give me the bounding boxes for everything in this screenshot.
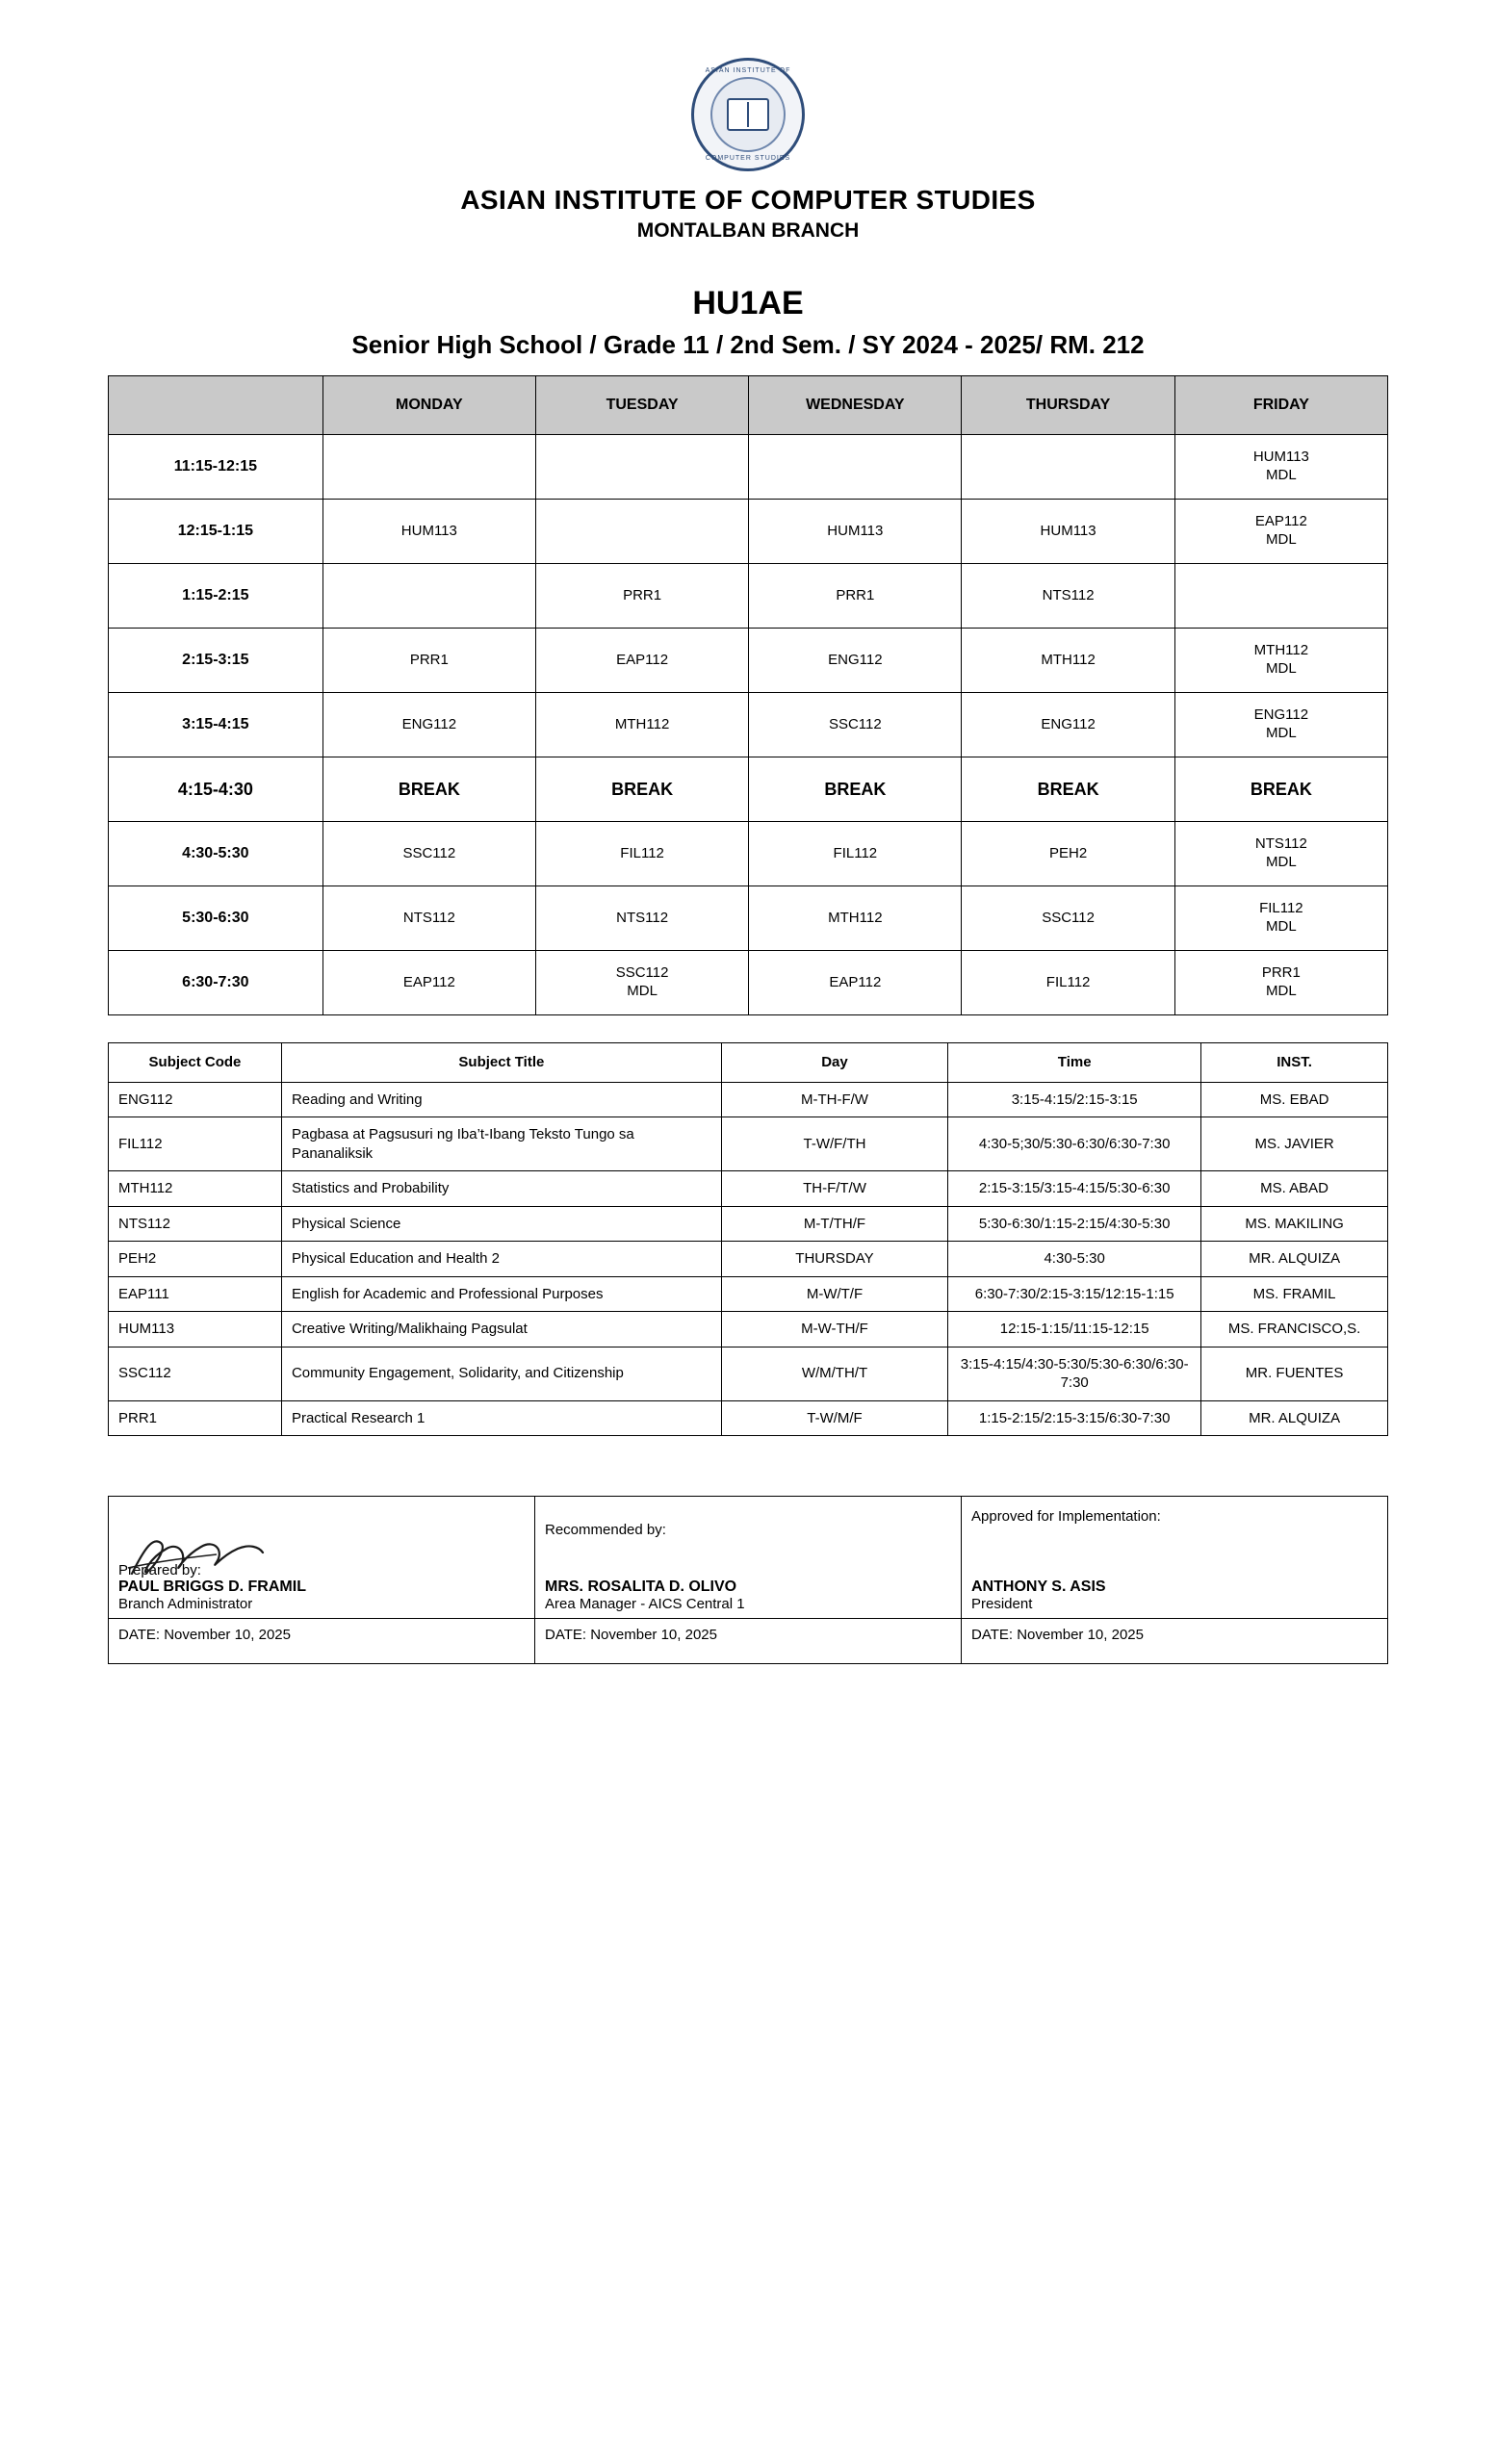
schedule-row <box>109 564 1388 629</box>
schedule-row <box>109 435 1388 500</box>
schedule-cell <box>749 822 962 886</box>
schedule-cell-subject: PRR1 <box>623 586 662 603</box>
schedule-cell-mode: MDL <box>1266 467 1297 483</box>
schedule-col-wednesday: WEDNESDAY <box>749 376 962 435</box>
schedule-cell-subject: FIL112 <box>833 844 878 861</box>
prepared-by-cell <box>109 1497 535 1619</box>
schedule-cell-subject: ENG112 <box>1253 706 1309 724</box>
schedule-cell-subject: BREAK <box>611 779 674 799</box>
schedule-cell <box>535 757 748 822</box>
section-code: HU1AE <box>692 285 804 321</box>
subject-list-table <box>108 1042 1388 1436</box>
schedule-cell-subject: NTS112 <box>1254 835 1307 853</box>
schedule-cell-subject: SSC112 <box>828 715 882 732</box>
schedule-cell <box>322 822 535 886</box>
schedule-cell-subject: PEH2 <box>1049 844 1088 861</box>
schedule-cell <box>1174 757 1387 822</box>
schedule-col-time <box>109 376 323 435</box>
schedule-cell-subject: MTH112 <box>1041 651 1096 668</box>
schedule-cell <box>962 564 1174 629</box>
schedule-cell-mode: MDL <box>1266 918 1297 935</box>
schedule-col-tuesday: TUESDAY <box>535 376 748 435</box>
schedule-cell <box>749 629 962 693</box>
subject-day-cell: M-T/TH/F <box>721 1206 947 1242</box>
subject-title-cell: Physical Science <box>281 1206 721 1242</box>
schedule-cell-subject: BREAK <box>1037 779 1099 799</box>
seal-bottom-text: COMPUTER STUDIES <box>705 155 791 162</box>
schedule-cell <box>322 629 535 693</box>
subject-instructor-cell: MS. ABAD <box>1201 1171 1388 1207</box>
subject-title-cell: Community Engagement, Solidarity, and Citizenship <box>281 1347 721 1400</box>
schedule-cell-subject: PRR1 <box>409 651 449 668</box>
prepared-by-label: Prepared by: <box>118 1562 201 1578</box>
schedule-cell-mode: MDL <box>1266 660 1297 677</box>
subjects-body <box>109 1082 1388 1436</box>
schedule-cell <box>322 435 535 500</box>
subject-day-cell: W/M/TH/T <box>721 1347 947 1400</box>
subject-time-cell: 2:15-3:15/3:15-4:15/5:30-6:30 <box>948 1171 1201 1207</box>
prepared-by-date: DATE: November 10, 2025 <box>109 1619 535 1664</box>
schedule-cell-subject: ENG112 <box>828 651 883 668</box>
schedule-cell <box>322 951 535 1015</box>
schedule-cell <box>322 693 535 757</box>
schedule-cell <box>1174 822 1387 886</box>
subject-time-cell: 4:30-5;30/5:30-6:30/6:30-7:30 <box>948 1117 1201 1171</box>
schedule-cell-subject: PRR1 <box>836 586 875 603</box>
schedule-cell <box>535 693 748 757</box>
schedule-cell <box>535 500 748 564</box>
schedule-cell <box>749 500 962 564</box>
subject-day-cell: TH-F/T/W <box>721 1171 947 1207</box>
subject-time-cell: 1:15-2:15/2:15-3:15/6:30-7:30 <box>948 1400 1201 1436</box>
schedule-cell <box>749 693 962 757</box>
schedule-time-label: 12:15-1:15 <box>109 500 323 564</box>
schedule-cell-subject: EAP112 <box>829 973 882 990</box>
schedule-cell-subject: EAP112 <box>616 651 669 668</box>
schedule-cell <box>535 629 748 693</box>
subject-instructor-cell: MS. JAVIER <box>1201 1117 1388 1171</box>
schedule-cell <box>749 435 962 500</box>
schedule-row <box>109 822 1388 886</box>
seal-top-text: ASIAN INSTITUTE OF <box>705 67 791 74</box>
subject-code-cell: NTS112 <box>109 1206 282 1242</box>
signature-mark <box>124 1529 269 1585</box>
schedule-cell <box>749 564 962 629</box>
signature-date-row <box>109 1619 1388 1664</box>
schedule-row <box>109 629 1388 693</box>
schedule-cell-subject: SSC112 <box>1042 909 1095 926</box>
schedule-cell <box>322 500 535 564</box>
schedule-cell-subject: FIL112 <box>620 844 664 861</box>
seal-book-icon <box>727 98 769 131</box>
schedule-cell <box>535 435 748 500</box>
subjects-col-inst: INST. <box>1201 1043 1388 1083</box>
logo-container <box>108 58 1388 171</box>
subjects-col-day: Day <box>721 1043 947 1083</box>
subject-code-cell: FIL112 <box>109 1117 282 1171</box>
school-seal-icon <box>691 58 805 171</box>
subject-title-cell: Creative Writing/Malikhaing Pagsulat <box>281 1312 721 1348</box>
subject-time-cell: 3:15-4:15/2:15-3:15 <box>948 1082 1201 1117</box>
subject-day-cell: T-W/F/TH <box>721 1117 947 1171</box>
subject-day-cell: M-TH-F/W <box>721 1082 947 1117</box>
subject-code-cell: HUM113 <box>109 1312 282 1348</box>
subject-instructor-cell: MS. FRANCISCO,S. <box>1201 1312 1388 1348</box>
schedule-cell <box>322 757 535 822</box>
schedule-col-monday: MONDAY <box>322 376 535 435</box>
schedule-row <box>109 693 1388 757</box>
subject-code-cell: ENG112 <box>109 1082 282 1117</box>
schedule-cell-mode: MDL <box>1266 983 1297 999</box>
branch-name: MONTALBAN BRANCH <box>636 219 860 242</box>
signature-label-row <box>109 1497 1388 1619</box>
recommended-by-label: Recommended by: <box>545 1522 666 1538</box>
schedule-time-label: 4:15-4:30 <box>109 757 323 822</box>
section-description: Senior High School / Grade 11 / 2nd Sem. / SY 2024 - 2025/ RM. 212 <box>351 330 1145 359</box>
schedule-row <box>109 886 1388 951</box>
subject-code-cell: SSC112 <box>109 1347 282 1400</box>
schedule-cell <box>535 564 748 629</box>
schedule-cell-subject: HUM113 <box>827 522 884 539</box>
schedule-cell-subject: MTH112 <box>828 909 883 926</box>
subject-title-cell: Pagbasa at Pagsusuri ng Iba’t-Ibang Teksto Tungo sa Pananaliksik <box>281 1117 721 1171</box>
schedule-cell-subject: MTH112 <box>1253 642 1309 659</box>
schedule-time-label: 5:30-6:30 <box>109 886 323 951</box>
approved-by-label: Approved for Implementation: <box>971 1508 1161 1525</box>
subject-instructor-cell: MS. EBAD <box>1201 1082 1388 1117</box>
prepared-by-name: PAUL BRIGGS D. FRAMIL <box>118 1578 306 1595</box>
schedule-cell <box>962 500 1174 564</box>
schedule-cell-subject: BREAK <box>824 779 887 799</box>
schedule-cell-mode: MDL <box>1266 854 1297 870</box>
subject-code-cell: PRR1 <box>109 1400 282 1436</box>
table-row <box>109 1276 1388 1312</box>
subjects-header-row <box>109 1043 1388 1083</box>
subject-instructor-cell: MR. ALQUIZA <box>1201 1400 1388 1436</box>
subject-day-cell: M-W/T/F <box>721 1276 947 1312</box>
subject-time-cell: 4:30-5:30 <box>948 1242 1201 1277</box>
subject-instructor-cell: MS. MAKILING <box>1201 1206 1388 1242</box>
schedule-time-label: 11:15-12:15 <box>109 435 323 500</box>
schedule-cell <box>1174 500 1387 564</box>
schedule-cell <box>749 951 962 1015</box>
schedule-cell-subject: NTS112 <box>1042 586 1095 603</box>
schedule-cell <box>1174 629 1387 693</box>
schedule-cell-mode: MDL <box>1266 531 1297 548</box>
subject-day-cell: M-W-TH/F <box>721 1312 947 1348</box>
schedule-cell-subject: SSC112 <box>615 964 669 982</box>
table-row <box>109 1206 1388 1242</box>
schedule-row <box>109 757 1388 822</box>
schedule-col-thursday: THURSDAY <box>962 376 1174 435</box>
subject-instructor-cell: MR. ALQUIZA <box>1201 1242 1388 1277</box>
table-row <box>109 1400 1388 1436</box>
schedule-cell <box>962 822 1174 886</box>
subjects-col-time: Time <box>948 1043 1201 1083</box>
schedule-time-label: 2:15-3:15 <box>109 629 323 693</box>
schedule-header-row <box>109 376 1388 435</box>
schedule-cell <box>535 886 748 951</box>
subject-day-cell: THURSDAY <box>721 1242 947 1277</box>
schedule-cell <box>535 951 748 1015</box>
table-row <box>109 1347 1388 1400</box>
schedule-cell-subject: HUM113 <box>1252 449 1309 466</box>
schedule-cell-mode: MDL <box>1266 725 1297 741</box>
schedule-cell-subject: EAP112 <box>402 973 455 990</box>
subject-instructor-cell: MS. FRAMIL <box>1201 1276 1388 1312</box>
signature-table <box>108 1496 1388 1664</box>
schedule-cell <box>1174 886 1387 951</box>
schedule-row <box>109 500 1388 564</box>
table-row <box>109 1171 1388 1207</box>
subject-title-cell: Statistics and Probability <box>281 1171 721 1207</box>
table-row <box>109 1312 1388 1348</box>
schedule-cell <box>322 564 535 629</box>
schedule-time-label: 1:15-2:15 <box>109 564 323 629</box>
schedule-body <box>109 435 1388 1015</box>
approved-by-role: President <box>971 1596 1033 1612</box>
schedule-cell <box>1174 951 1387 1015</box>
subject-time-cell: 6:30-7:30/2:15-3:15/12:15-1:15 <box>948 1276 1201 1312</box>
schedule-cell <box>322 886 535 951</box>
schedule-cell-mode: MDL <box>627 983 658 999</box>
subject-title-cell: Reading and Writing <box>281 1082 721 1117</box>
schedule-cell-subject: EAP112 <box>1254 513 1307 530</box>
schedule-cell <box>535 822 748 886</box>
schedule-cell <box>1174 693 1387 757</box>
subject-instructor-cell: MR. FUENTES <box>1201 1347 1388 1400</box>
schedule-cell-subject: NTS112 <box>402 909 455 926</box>
subjects-col-code: Subject Code <box>109 1043 282 1083</box>
school-name: ASIAN INSTITUTE OF COMPUTER STUDIES <box>460 185 1036 215</box>
schedule-cell <box>1174 564 1387 629</box>
schedule-cell-subject: ENG112 <box>1041 715 1096 732</box>
schedule-cell-subject: BREAK <box>398 779 460 799</box>
schedule-cell <box>962 951 1174 1015</box>
recommended-by-date: DATE: November 10, 2025 <box>535 1619 962 1664</box>
schedule-time-label: 4:30-5:30 <box>109 822 323 886</box>
approved-by-name: ANTHONY S. ASIS <box>971 1578 1106 1595</box>
schedule-cell <box>962 629 1174 693</box>
schedule-cell-subject: BREAK <box>1250 779 1312 799</box>
schedule-cell-subject: MTH112 <box>614 715 670 732</box>
recommended-by-cell <box>535 1497 962 1619</box>
schedule-cell-subject: NTS112 <box>616 909 669 926</box>
schedule-cell-subject: HUM113 <box>400 522 457 539</box>
schedule-cell <box>749 757 962 822</box>
subject-title-cell: English for Academic and Professional Purposes <box>281 1276 721 1312</box>
approved-by-cell <box>962 1497 1388 1619</box>
schedule-row <box>109 951 1388 1015</box>
subject-title-cell: Physical Education and Health 2 <box>281 1242 721 1277</box>
schedule-cell <box>1174 435 1387 500</box>
schedule-cell <box>962 435 1174 500</box>
schedule-cell-subject: ENG112 <box>401 715 457 732</box>
schedule-cell <box>962 886 1174 951</box>
schedule-cell-subject: FIL112 <box>1259 900 1303 917</box>
schedule-time-label: 6:30-7:30 <box>109 951 323 1015</box>
subject-time-cell: 12:15-1:15/11:15-12:15 <box>948 1312 1201 1348</box>
subject-title-cell: Practical Research 1 <box>281 1400 721 1436</box>
schedule-cell <box>749 886 962 951</box>
subject-code-cell: EAP111 <box>109 1276 282 1312</box>
schedule-cell-subject: SSC112 <box>402 844 456 861</box>
subjects-col-title: Subject Title <box>281 1043 721 1083</box>
subject-time-cell: 3:15-4:15/4:30-5:30/5:30-6:30/6:30-7:30 <box>948 1347 1201 1400</box>
schedule-cell-subject: HUM113 <box>1040 522 1096 539</box>
schedule-col-friday: FRIDAY <box>1174 376 1387 435</box>
schedule-time-label: 3:15-4:15 <box>109 693 323 757</box>
subject-code-cell: MTH112 <box>109 1171 282 1207</box>
approved-by-date: DATE: November 10, 2025 <box>962 1619 1388 1664</box>
subject-time-cell: 5:30-6:30/1:15-2:15/4:30-5:30 <box>948 1206 1201 1242</box>
recommended-by-role: Area Manager - AICS Central 1 <box>545 1596 745 1612</box>
schedule-table <box>108 375 1388 1015</box>
table-row <box>109 1242 1388 1277</box>
schedule-cell-subject: PRR1 <box>1261 964 1301 982</box>
subject-code-cell: PEH2 <box>109 1242 282 1277</box>
schedule-cell <box>962 757 1174 822</box>
table-row <box>109 1117 1388 1171</box>
subject-day-cell: T-W/M/F <box>721 1400 947 1436</box>
schedule-cell-subject: FIL112 <box>1045 973 1091 990</box>
schedule-cell <box>962 693 1174 757</box>
recommended-by-name: MRS. ROSALITA D. OLIVO <box>545 1578 737 1595</box>
table-row <box>109 1082 1388 1117</box>
prepared-by-role: Branch Administrator <box>118 1596 253 1612</box>
